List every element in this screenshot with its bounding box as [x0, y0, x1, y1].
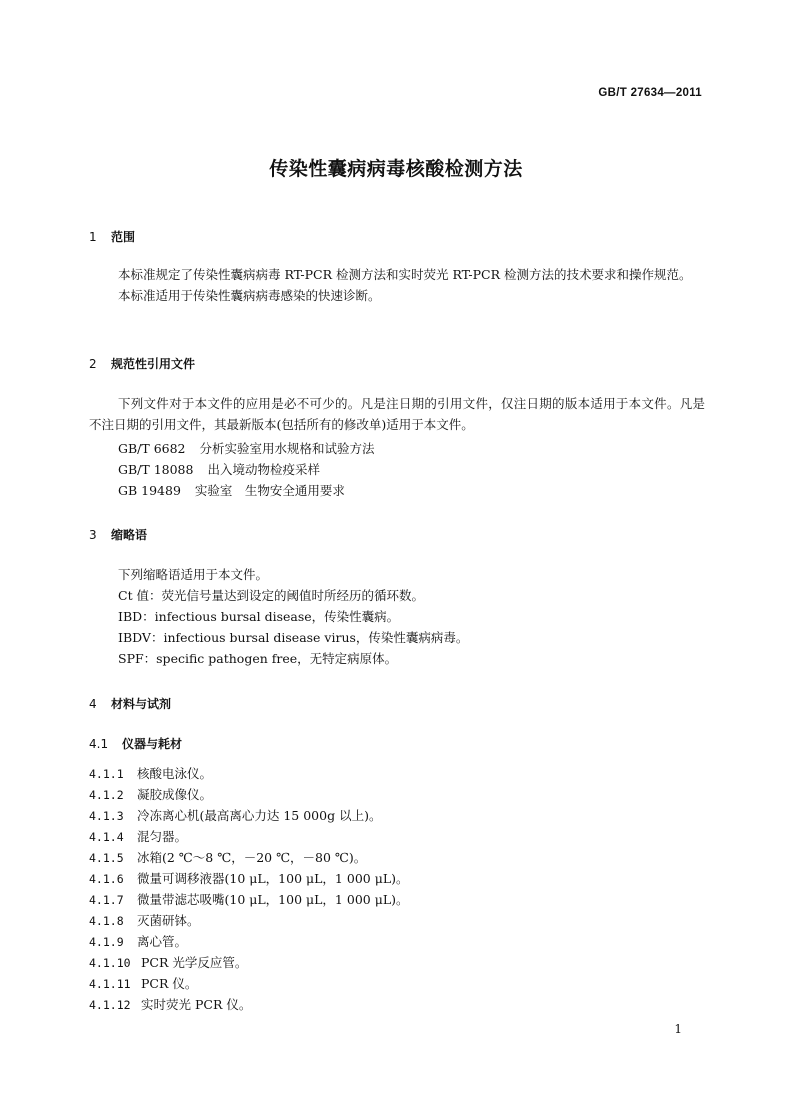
list-item — [89, 785, 212, 803]
abbreviation-line: SPF：specific pathogen free，无特定病原体。 — [118, 651, 398, 666]
list-item — [89, 869, 409, 887]
list-item — [89, 848, 366, 866]
reference-name: 实验室 生物安全通用要求 — [194, 483, 345, 498]
abbreviation-line: Ct 值：荧光信号量达到设定的阈值时所经历的循环数。 — [118, 588, 425, 603]
item-text: 冰箱(2 ℃～8 ℃，－20 ℃，－80 ℃)。 — [137, 850, 367, 865]
section-number: 3 — [89, 528, 97, 542]
list-item — [89, 806, 381, 824]
section-2-heading — [89, 355, 195, 372]
item-number: 4.1.10 — [89, 956, 131, 970]
item-number: 4.1.7 — [89, 893, 124, 907]
item-text: 微量带滤芯吸嘴(10 μL，100 μL，1 000 μL)。 — [137, 892, 409, 907]
reference-item — [118, 439, 375, 457]
item-number: 4.1.1 — [89, 767, 124, 781]
reference-code: GB/T 6682 — [118, 441, 186, 456]
list-item — [89, 995, 251, 1013]
list-item — [89, 974, 197, 992]
item-text: 核酸电泳仪。 — [137, 766, 213, 781]
reference-code: GB 19489 — [118, 483, 181, 498]
paragraph: 本标准适用于传染性囊病病毒感染的快速诊断。 — [118, 288, 381, 303]
item-text: 冷冻离心机(最高离心力达 15 000g 以上)。 — [137, 808, 382, 823]
reference-item — [118, 460, 320, 478]
section-4-heading — [89, 695, 171, 712]
standard-code: GB/T 27634—2011 — [598, 87, 702, 99]
item-number: 4.1.3 — [89, 809, 124, 823]
reference-item — [118, 481, 345, 499]
abbreviation-line: IBD：infectious bursal disease，传染性囊病。 — [118, 609, 400, 624]
list-item — [89, 890, 409, 908]
section-title: 缩略语 — [111, 528, 148, 542]
section-number: 2 — [89, 357, 97, 371]
list-item — [89, 932, 187, 950]
item-text: 离心管。 — [137, 934, 188, 949]
item-number: 4.1.5 — [89, 851, 124, 865]
item-number: 4.1.11 — [89, 977, 131, 991]
item-text: PCR 光学反应管。 — [141, 955, 248, 970]
section-title: 范围 — [111, 230, 136, 244]
item-number: 4.1.12 — [89, 998, 131, 1012]
reference-name: 出入境动物检疫采样 — [207, 462, 320, 477]
section-2-body — [89, 393, 705, 435]
item-text: 微量可调移液器(10 μL，100 μL，1 000 μL)。 — [137, 871, 409, 886]
item-text: 凝胶成像仪。 — [137, 787, 213, 802]
list-item — [89, 827, 187, 845]
section-1-heading — [89, 228, 135, 245]
document-title: 传染性囊病病毒核酸检测方法 — [269, 158, 523, 180]
item-text: PCR 仪。 — [141, 976, 198, 991]
abbreviation-line: 下列缩略语适用于本文件。 — [118, 567, 269, 582]
section-number: 4 — [89, 697, 97, 711]
section-title: 规范性引用文件 — [111, 357, 196, 371]
paragraph: 本标准规定了传染性囊病病毒 RT-PCR 检测方法和实时荧光 RT-PCR 检测方法的技术要求和操作规范。 — [118, 267, 692, 282]
item-text: 灭菌研钵。 — [137, 913, 200, 928]
item-text: 混匀器。 — [137, 829, 188, 844]
section-1-body — [89, 264, 705, 306]
item-text: 实时荧光 PCR 仪。 — [141, 997, 252, 1012]
list-item — [89, 764, 212, 782]
section-3-heading — [89, 526, 147, 543]
subsection-number: 4.1 — [89, 737, 109, 751]
list-item — [89, 911, 200, 929]
subsection-heading — [89, 735, 182, 752]
item-number: 4.1.8 — [89, 914, 124, 928]
section-title: 材料与试剂 — [111, 697, 172, 711]
paragraph: 下列文件对于本文件的应用是必不可少的。凡是注日期的引用文件，仅注日期的版本适用于本文件。凡是不注日期的引用文件，其最新版本(包括所有的修改单)适用于本文件。 — [89, 396, 705, 432]
page-number: 1 — [674, 1022, 682, 1036]
item-number: 4.1.2 — [89, 788, 124, 802]
item-number: 4.1.4 — [89, 830, 124, 844]
subsection-title: 仪器与耗材 — [122, 737, 183, 751]
section-number: 1 — [89, 230, 97, 244]
list-item — [89, 953, 247, 971]
reference-name: 分析实验室用水规格和试验方法 — [199, 441, 375, 456]
item-number: 4.1.9 — [89, 935, 124, 949]
item-number: 4.1.6 — [89, 872, 124, 886]
reference-code: GB/T 18088 — [118, 462, 194, 477]
abbreviation-line: IBDV：infectious bursal disease virus，传染性囊病病毒。 — [118, 630, 469, 645]
